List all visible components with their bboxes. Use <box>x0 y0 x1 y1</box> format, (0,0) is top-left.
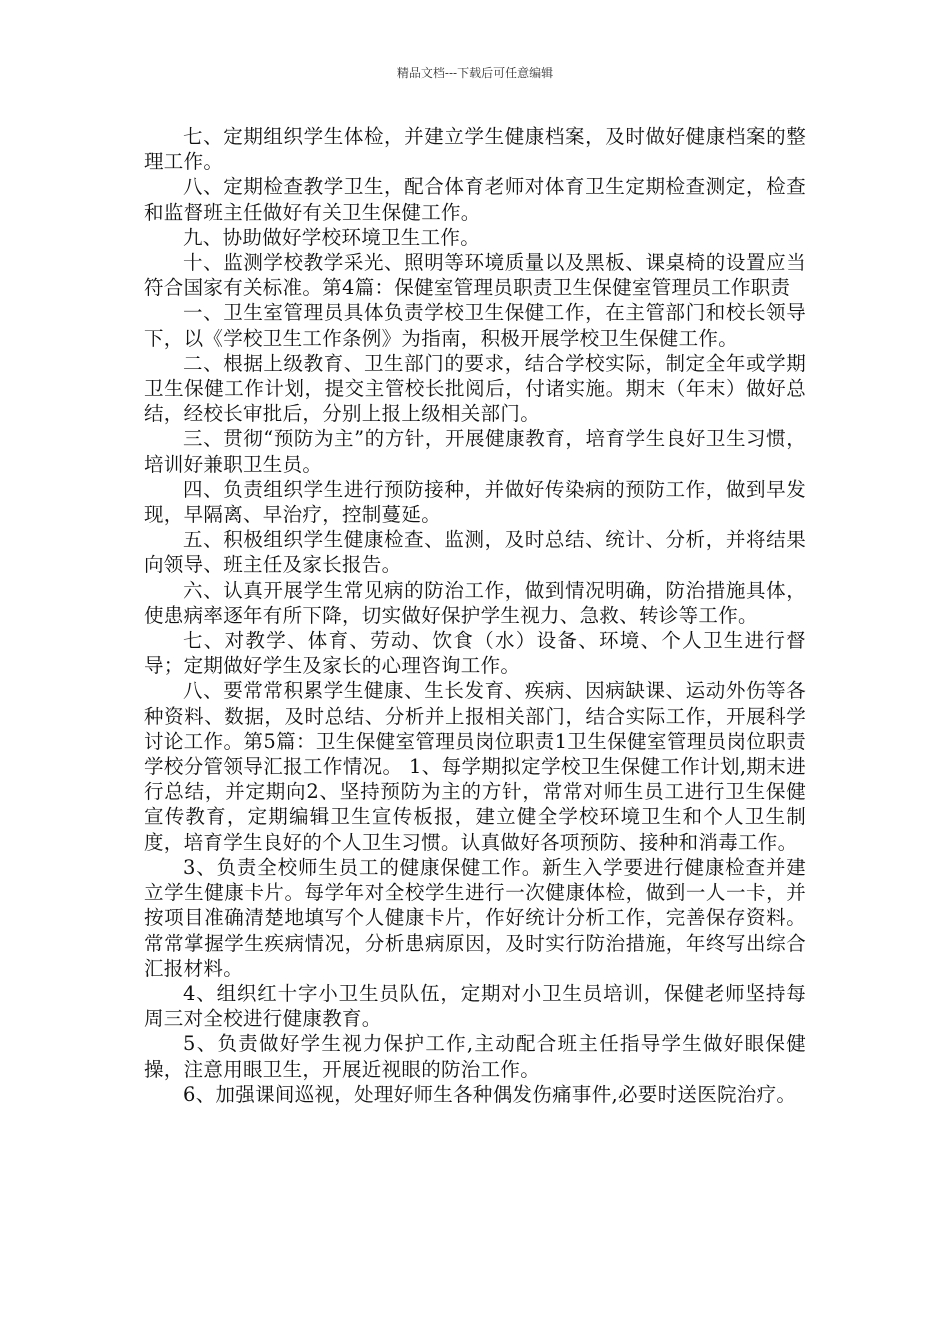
paragraph: 4、组织红十字小卫生员队伍，定期对小卫生员培训，保健老师坚持每周三对全校进行健康教育。 <box>144 981 806 1031</box>
paragraph: 十、监测学校教学采光、照明等环境质量以及黑板、课桌椅的设置应当符合国家有关标准。第4篇：保健室管理员职责卫生保健室管理员工作职责 <box>144 251 806 300</box>
paragraph: 二、根据上级教育、卫生部门的要求，结合学校实际，制定全年或学期卫生保健工作计划，提交主管校长批阅后，付诸实施。期末（年末）做好总结，经校长审批后，分别上报上级相关部门。 <box>144 351 806 426</box>
paragraph: 四、负责组织学生进行预防接种，并做好传染病的预防工作，做到早发现，早隔离、早治疗，控制蔓延。 <box>144 477 806 527</box>
paragraph: 5、负责做好学生视力保护工作,主动配合班主任指导学生做好眼保健操，注意用眼卫生，开展近视眼的防治工作。 <box>144 1032 806 1081</box>
paragraph: 3、负责全校师生员工的健康保健工作。新生入学要进行健康检查并建立学生健康卡片。每学年对全校学生进行一次健康体检，做到一人一卡，并按项目准确清楚地填写个人健康卡片，作好统计分析工作，完善保存资料。常常掌握学生疾病情况，分析患病原因，及时实行防治措施，年终写出综合汇报材料。 <box>144 855 806 980</box>
document-body <box>144 124 806 1107</box>
paragraph: 六、认真开展学生常见病的防治工作，做到情况明确，防治措施具体，使患病率逐年有所下降，切实做好保护学生视力、急救、转诊等工作。 <box>144 578 806 627</box>
paragraph: 八、定期检查教学卫生，配合体育老师对体育卫生定期检查测定，检查和监督班主任做好有关卫生保健工作。 <box>144 175 806 224</box>
paragraph: 6、加强课间巡视，处理好师生各种偶发伤痛事件,必要时送医院治疗。 <box>183 1082 797 1106</box>
paragraph: 七、定期组织学生体检，并建立学生健康档案，及时做好健康档案的整理工作。 <box>144 125 806 174</box>
paragraph: 九、协助做好学校环境卫生工作。 <box>183 225 481 249</box>
paragraph: 五、积极组织学生健康检查、监测，及时总结、统计、分析，并将结果向领导、班主任及家长报告。 <box>144 528 806 577</box>
page-header: 精品文档---下载后可任意编辑 <box>396 66 554 80</box>
paragraph: 七、对教学、体育、劳动、饮食（水）设备、环境、个人卫生进行督导；定期做好学生及家长的心理咨询工作。 <box>144 629 806 678</box>
paragraph: 一、卫生室管理员具体负责学校卫生保健工作，在主管部门和校长领导下，以《学校卫生工作条例》为指南，积极开展学校卫生保健工作。 <box>144 301 806 350</box>
paragraph: 八、要常常积累学生健康、生长发育、疾病、因病缺课、运动外伤等各种资料、数据，及时总结、分析并上报相关部门，结合实际工作，开展科学讨论工作。第5篇：卫生保健室管理员岗位职责1卫生保健室管理员岗位职责学校分管领导汇报工作情况。 1、每学期拟定学校卫生保健工作计划,期末进行总结，并定期向2、坚持预防为主的方针，常常对师生员工进行卫生保健宣传教育，定期编辑卫生宣传板报，建立健全学校环境卫生和个人卫生制度，培育学生良好的个人卫生习惯。认真做好各项预防、接种和消毒工作。 <box>144 679 806 854</box>
paragraph: 三、贯彻“预防为主”的方针，开展健康教育，培育学生良好卫生习惯，培训好兼职卫生员。 <box>144 427 806 476</box>
